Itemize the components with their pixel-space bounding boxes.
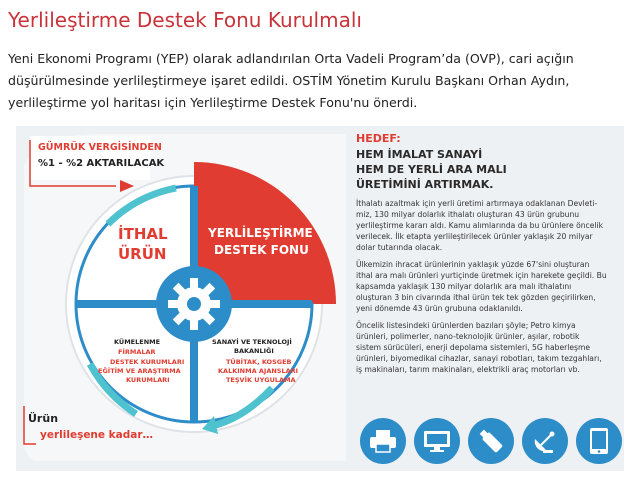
fund-label: DESTEK FONU xyxy=(214,243,309,257)
firms-label: DESTEK KURUMLARI xyxy=(110,358,185,366)
gear-icon xyxy=(168,278,220,330)
support-title: SANAYİ VE TEKNOLOJİ xyxy=(212,338,292,346)
paragraph-line: dolar tutarında olacak. xyxy=(356,243,443,252)
goal-panel xyxy=(356,132,616,375)
support-title: BAKANLIĞI xyxy=(234,347,274,355)
tablet-icon xyxy=(576,418,622,464)
printer-icon xyxy=(360,418,406,464)
goal-heading: HEDEF: xyxy=(356,132,401,145)
paragraph-line: verilecek. İlk etapta yerlileştirilecek ürünler yaklaşık 20 milyar xyxy=(356,232,593,241)
customs-label: GÜMRÜK VERGİSİNDEN xyxy=(38,142,162,153)
goal-line: HEM İMALAT SANAYİ xyxy=(356,148,483,161)
fund-label: YERLİLEŞTİRME xyxy=(208,226,313,240)
support-org: KALKINMA AJANSLARI xyxy=(218,367,299,375)
paragraph-line: sistem sürücüleri, enerji depolama sistemleri, 5G haberleşme xyxy=(356,343,591,352)
firms-label: KÜMELENME xyxy=(114,338,161,346)
intro-line: yerlileştirme yol haritası için Yerlileştirme Destek Fonu'nu önerdi. xyxy=(8,95,418,110)
goal-paragraph-2 xyxy=(356,259,616,314)
intro-line: Yeni Ekonomi Programı (YEP) olarak adlandırılan Orta Vadeli Program’da (OVP), cari açığın xyxy=(8,51,574,66)
domestic-label: yerlileşene kadar… xyxy=(40,429,154,441)
paragraph-line: Ülkemizin ihracat ürünlerinin yaklaşık yüzde 67'sini oluşturan xyxy=(356,260,590,269)
paragraph-line: İthalatı azaltmak için yerli üretimi artırmaya odaklanan Devleti- xyxy=(356,199,598,208)
customs-label: %1 - %2 AKTARILACAK xyxy=(38,158,165,169)
goal-text xyxy=(356,147,616,192)
article-intro xyxy=(8,48,632,114)
goal-line: ÜRETİMİNİ ARTIRMAK. xyxy=(356,178,494,191)
goal-line: HEM DE YERLİ ARA MALI xyxy=(356,163,507,176)
paragraph-line: ürünleri, biyomedikal cihazlar, sanayi robotları, takım tezgahları, xyxy=(356,354,602,363)
firms-label: EĞİTİM VE ARAŞTIRMA xyxy=(98,367,181,375)
paragraph-line: kapsamda yaklaşık 130 milyar dolarlık ara malı ithalatını xyxy=(356,282,572,291)
cycle-diagram xyxy=(16,126,356,471)
product-icons xyxy=(356,414,621,469)
goal-paragraph-3 xyxy=(356,320,616,375)
paragraph-line: ürünleri, polimerler, nano-teknolojik ürünler, aşılar, robotik xyxy=(356,332,580,341)
import-label: ÜRÜN xyxy=(118,245,167,263)
firms-label: KURUMLARI xyxy=(126,376,170,384)
infographic xyxy=(16,126,624,471)
support-org: TÜBİTAK, KOSGEB xyxy=(226,358,292,366)
paragraph-line: oluşturan 3 bin civarında ithal ürün tek tek gözden geçirilirken, xyxy=(356,293,596,302)
paragraph-line: iş makinaları, tarım makinaları, elektrikli araç motorları vb. xyxy=(356,365,580,374)
paragraph-line: miz, 130 milyar dolarlık ithalatı oluşturan 43 ürün grubunu xyxy=(356,210,580,219)
domestic-label: Ürün xyxy=(28,412,59,425)
article-title: Yerlileştirme Destek Fonu Kurulmalı xyxy=(8,8,362,32)
monitor-icon xyxy=(414,418,460,464)
paragraph-line: yeni dönemde 43 ürün grubuna odaklanıldı. xyxy=(356,304,523,313)
satellite-dish-icon xyxy=(522,418,568,464)
paragraph-line: yerlileştirme kararı aldı. Kamu alımlarında da bu ürünlere öncelik xyxy=(356,221,603,230)
intro-line: düşürülmesinde yerlileştirmeye işaret edildi. OSTİM Yönetim Kurulu Başkanı Orhan Aydın, xyxy=(8,73,570,88)
goal-paragraph-1 xyxy=(356,198,616,253)
paragraph-line: Öncelik listesindeki ürünlerden bazıları şöyle; Petro kimya xyxy=(356,321,576,330)
paragraph-line: ithal ara malı ürünleri yurtiçinde üretmek için harekete geçildi. Bu xyxy=(356,271,607,280)
usb-stick-icon xyxy=(468,418,514,464)
firms-label: FİRMALAR xyxy=(118,348,156,356)
import-label: İTHAL xyxy=(118,225,168,243)
support-org: TEŞVİK UYGULAMA xyxy=(226,376,296,384)
